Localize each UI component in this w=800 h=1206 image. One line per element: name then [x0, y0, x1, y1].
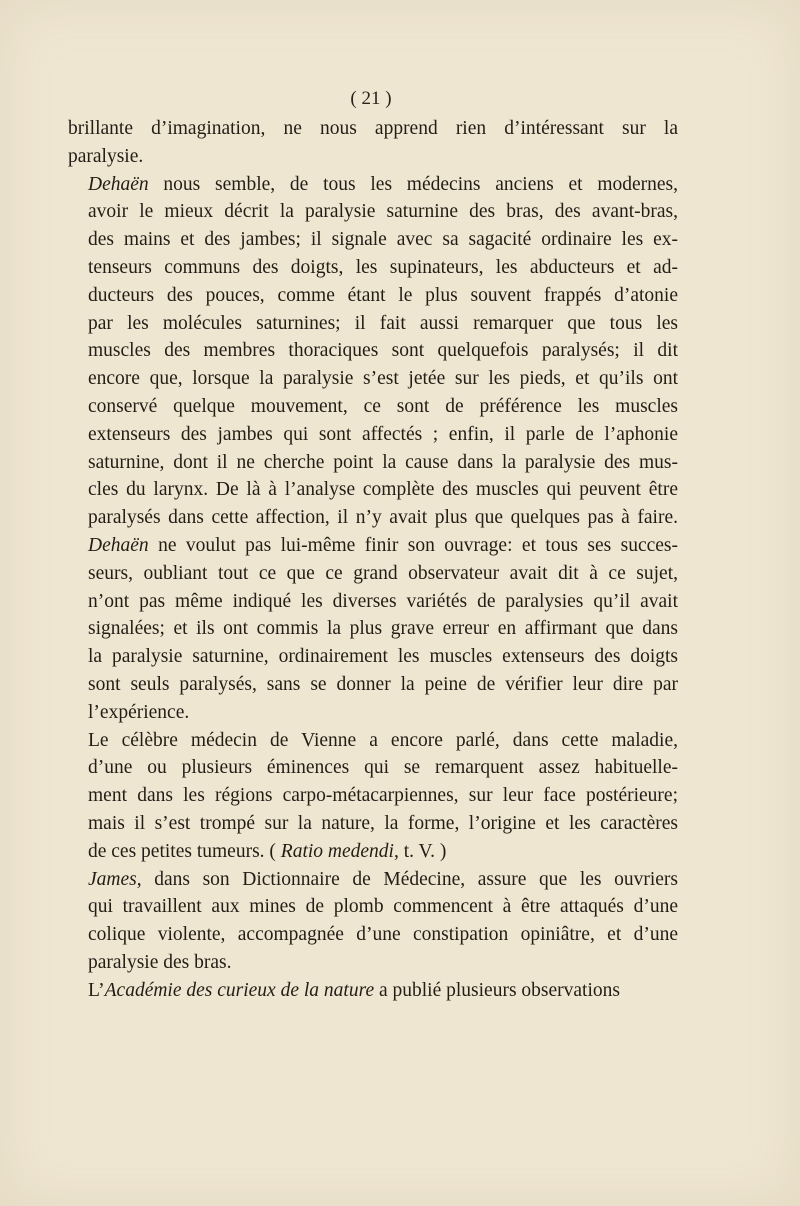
- text-line: [68, 754, 678, 782]
- text-segment: saturnine, dont il ne cherche point la cause dans la paralysie des mus-: [88, 451, 678, 473]
- text-segment: extenseurs des jambes qui sont affectés ; enfin, il parle de l’aphonie: [88, 423, 678, 445]
- italic-text: Ratio medendi: [280, 840, 394, 862]
- text-segment: par les molécules saturnines; il fait aussi remarquer que tous les: [88, 312, 678, 334]
- italic-text: Académie des curieux de la nature: [104, 979, 375, 1001]
- text-segment: qui travaillent aux mines de plomb commencent à être attaqués d’une: [88, 896, 678, 918]
- text-segment: L’: [88, 979, 105, 1001]
- paragraph: [68, 866, 678, 977]
- text-segment: la paralysie saturnine, ordinairement les muscles extenseurs des doigts: [88, 646, 678, 668]
- text-line: [68, 115, 678, 143]
- italic-text: Dehaën: [88, 173, 149, 195]
- text-line: [68, 365, 678, 393]
- paragraph: [68, 727, 678, 866]
- text-segment: signalées; et ils ont commis la plus grave erreur en affirmant que dans: [88, 618, 678, 640]
- text-line: [68, 310, 678, 338]
- text-line: [68, 198, 678, 226]
- text-segment: conservé quelque mouvement, ce sont de préférence les muscles: [88, 395, 678, 417]
- text-segment: seurs, oubliant tout ce que ce grand observateur avait dit à ce sujet,: [88, 562, 678, 584]
- text-line: [68, 615, 678, 643]
- text-line: [68, 476, 678, 504]
- text-line: [68, 449, 678, 477]
- text-segment: muscles des membres thoraciques sont quelquefois paralysés; il dit: [88, 340, 678, 362]
- text-segment: sont seuls paralysés, sans se donner la peine de vérifier leur dire par: [88, 673, 678, 695]
- text-line: [68, 643, 678, 671]
- text-segment: tenseurs communs des doigts, les supinateurs, les abducteurs et ad-: [88, 256, 678, 278]
- body-text: [68, 115, 678, 1005]
- text-segment: l’expérience.: [88, 701, 190, 723]
- text-segment: avoir le mieux décrit la paralysie saturnine des bras, des avant-bras,: [88, 201, 678, 223]
- paragraph: [68, 977, 678, 1005]
- text-segment: cles du larynx. De là à l’analyse complète des muscles qui peuvent être: [88, 479, 678, 501]
- text-line: [68, 810, 678, 838]
- text-line: [68, 727, 678, 755]
- text-line: [68, 226, 678, 254]
- text-line: [68, 393, 678, 421]
- text-line: [68, 532, 678, 560]
- text-line: [68, 143, 678, 171]
- text-line: [68, 949, 678, 977]
- text-segment: paralysie des bras.: [88, 951, 232, 973]
- text-segment: paralysés dans cette affection, il n’y avait plus que quelques pas à faire.: [88, 507, 678, 529]
- text-line: [68, 588, 678, 616]
- text-line: [68, 977, 678, 1005]
- page-number: ( 21 ): [350, 88, 392, 109]
- text-segment: ducteurs des pouces, comme étant le plus souvent frappés d’atonie: [88, 284, 678, 306]
- text-line: [68, 504, 678, 532]
- text-segment: ment dans les régions carpo-métacarpiennes, sur leur face postérieure;: [88, 785, 678, 807]
- text-line: [68, 337, 678, 365]
- text-segment: Le célèbre médecin de Vienne a encore parlé, dans cette maladie,: [88, 729, 678, 751]
- text-segment: a publié plusieurs observations: [374, 979, 620, 1001]
- text-line: [68, 560, 678, 588]
- paragraph: [68, 171, 678, 727]
- text-line: [68, 893, 678, 921]
- text-segment: paralysie.: [68, 145, 144, 167]
- text-segment: ne voulut pas lui-même finir son ouvrage: et tous ses succes-: [148, 534, 678, 556]
- text-segment: mais il s’est trompé sur la nature, la forme, l’origine et les caractères: [88, 812, 678, 834]
- text-segment: d’une ou plusieurs éminences qui se remarquent assez habituelle-: [88, 757, 678, 779]
- text-segment: des mains et des jambes; il signale avec sa sagacité ordinaire les ex-: [88, 229, 678, 251]
- text-line: [68, 866, 678, 894]
- text-segment: encore que, lorsque la paralysie s’est jetée sur les pieds, et qu’ils ont: [88, 368, 678, 390]
- paragraph: [68, 115, 678, 171]
- italic-text: Dehaën: [88, 534, 149, 556]
- text-segment: colique violente, accompagnée d’une constipation opiniâtre, et d’une: [88, 924, 678, 946]
- text-line: [68, 921, 678, 949]
- text-segment: nous semble, de tous les médecins anciens et modernes,: [148, 173, 678, 195]
- text-line: [68, 782, 678, 810]
- text-line: [68, 282, 678, 310]
- text-segment: de ces petites tumeurs. (: [88, 840, 281, 862]
- text-line: [68, 838, 678, 866]
- text-line: [68, 421, 678, 449]
- text-line: [68, 171, 678, 199]
- text-line: [68, 671, 678, 699]
- text-segment: n’ont pas même indiqué les diverses variétés de paralysies qu’il avait: [88, 590, 678, 612]
- text-segment: , dans son Dictionnaire de Médecine, assure que les ouvriers: [136, 868, 678, 890]
- text-segment: , t. V. ): [393, 840, 447, 862]
- italic-text: James: [88, 868, 137, 890]
- text-line: [68, 699, 678, 727]
- text-line: [68, 254, 678, 282]
- text-segment: brillante d’imagination, ne nous apprend rien d’intéressant sur la: [68, 118, 678, 139]
